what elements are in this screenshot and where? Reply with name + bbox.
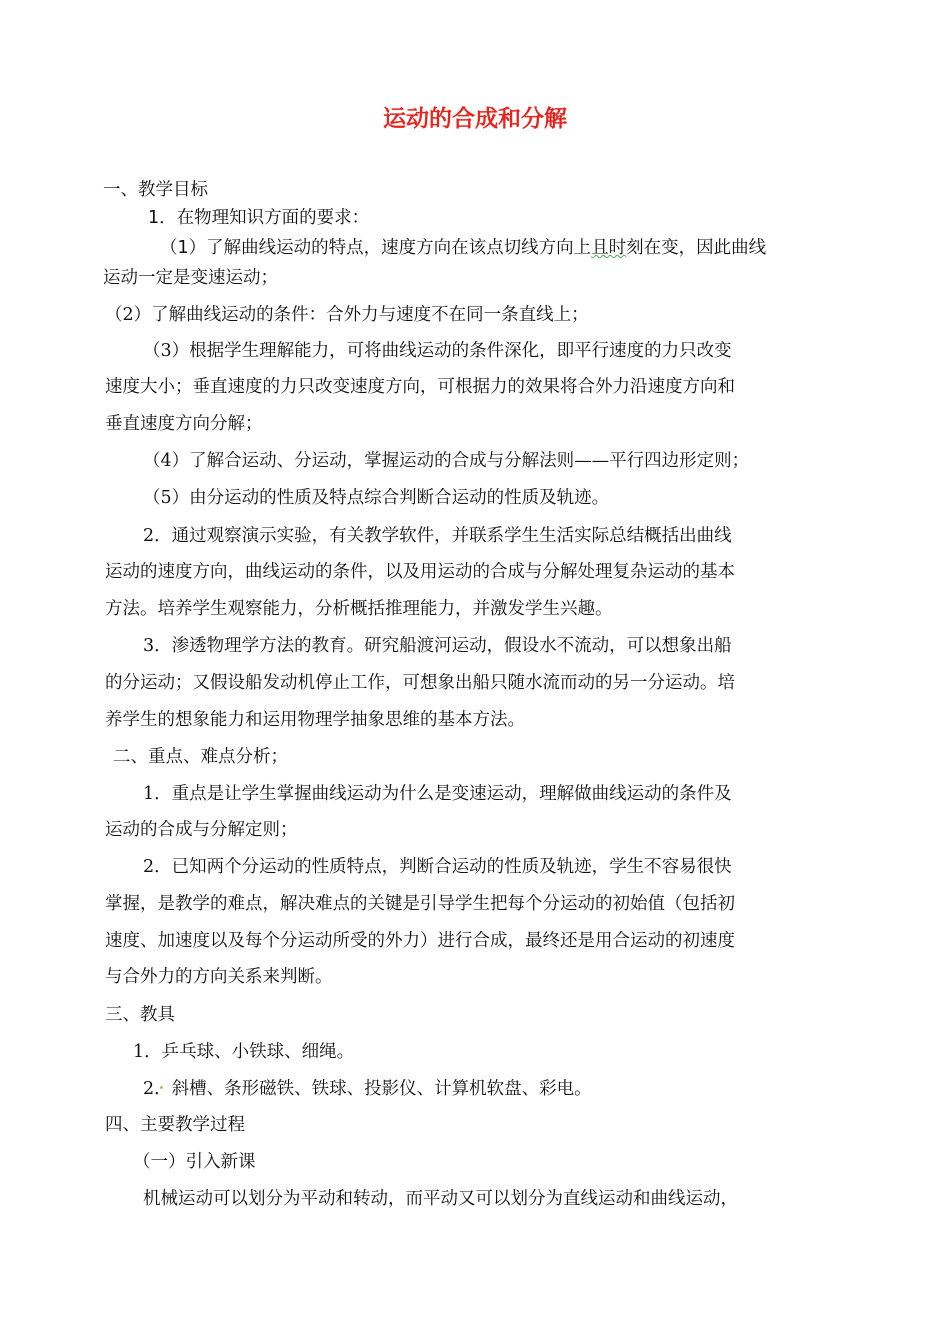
list-item: 1．乒乓球、小铁球、细绳。 [133, 1042, 355, 1062]
section-heading-2: 二、重点、难点分析； [113, 747, 288, 767]
paragraph-line: 2．通过观察演示实验，有关教学软件，并联系学生生活实际总结概括出曲线 [143, 526, 732, 546]
text-run: （1）了解曲线运动的特点，速度方向在该点切线方向上 [160, 238, 592, 258]
paragraph-line: 掌握，是教学的难点，解决难点的关键是引导学生把每个分运动的初始值（包括初 [105, 894, 735, 914]
section-heading-4: 四、主要教学过程 [105, 1115, 245, 1135]
paragraph-line: 1．在物理知识方面的要求： [148, 208, 370, 228]
list-item: 2．斜槽、条形磁铁、铁球、投影仪、计算机软盘、彩电。 [143, 1079, 592, 1099]
paragraph-line: 3．渗透物理学方法的教育。研究船渡河运动，假设水不流动，可以想象出船 [143, 636, 732, 656]
paragraph-line: 速度大小；垂直速度的力只改变速度方向，可根据力的效果将合外力沿速度方向和 [105, 377, 735, 397]
document-title: 运动的合成和分解 [383, 106, 567, 132]
paragraph-line: 垂直速度方向分解； [105, 414, 263, 434]
subsection-heading: （一）引入新课 [133, 1152, 256, 1172]
section-heading-3: 三、教具 [105, 1005, 175, 1025]
spellcheck-underline-text: 且时 [591, 238, 627, 258]
paragraph-line: 2．已知两个分运动的性质特点，判断合运动的性质及轨迹，学生不容易很快 [143, 857, 732, 877]
paragraph-line: （5）由分运动的性质及特点综合判断合运动的性质及轨迹。 [143, 488, 610, 508]
paragraph-line: 方法。培养学生观察能力，分析概括推理能力，并激发学生兴趣。 [105, 599, 613, 619]
paragraph-line: 的分运动；又假设船发动机停止工作，可想象出船只随水流而动的另一分运动。培 [105, 673, 735, 693]
paragraph-line: 机械运动可以划分为平动和转动，而平动又可以划分为直线运动和曲线运动， [143, 1189, 738, 1209]
paragraph-line: 与合外力的方向关系来判断。 [105, 967, 333, 987]
paragraph-line: 运动的合成与分解定则； [105, 820, 298, 840]
text-run: 刻在变，因此曲线 [626, 238, 767, 258]
paragraph-line: 运动一定是变速运动； [103, 268, 278, 288]
paragraph-line: 1．重点是让学生掌握曲线运动为什么是变速运动，理解做曲线运动的条件及 [143, 784, 732, 804]
paragraph-line: 运动的速度方向，曲线运动的条件，以及用运动的合成与分解处理复杂运动的基本 [105, 562, 735, 582]
paragraph-line: 养学生的想象能力和运用物理学抽象思维的基本方法。 [105, 710, 525, 730]
paragraph-line: （2）了解曲线运动的条件：合外力与速度不在同一条直线上； [105, 305, 589, 325]
section-heading-1: 一、教学目标 [103, 180, 208, 200]
paragraph-line [160, 236, 766, 260]
paragraph-line: （3）根据学生理解能力，可将曲线运动的条件深化，即平行速度的力只改变 [143, 341, 732, 361]
paragraph-line: 速度、加速度以及每个分运动所受的外力）进行合成，最终还是用合运动的初速度 [105, 931, 735, 951]
paragraph-line: （4）了解合运动、分运动，掌握运动的合成与分解法则——平行四边形定则； [143, 451, 750, 471]
